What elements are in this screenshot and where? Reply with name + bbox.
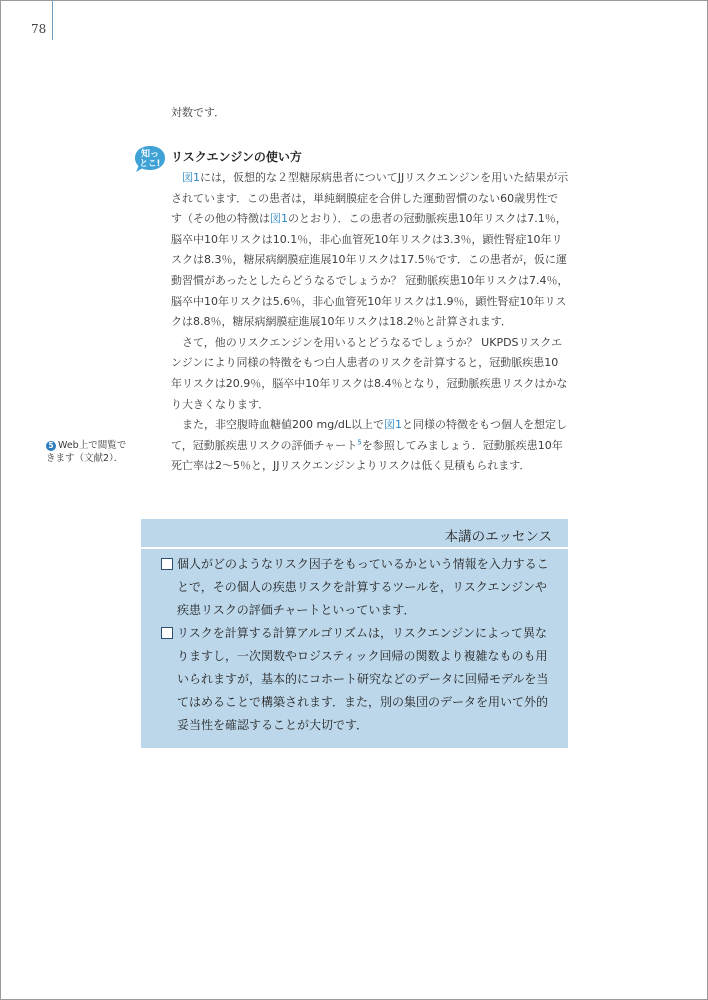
sidenote (46, 439, 130, 465)
badge-label-top: 知っ (140, 149, 160, 160)
continued-text: 対数です． (171, 106, 226, 119)
paragraph-text: さて，他のリスクエンジンを用いるとどうなるでしょうか？ UKPDSリスクエンジンにより同様の特徴をもつ白人患者のリスクを計算すると，冠動脈疾患10年リスクは20.9％，脳卒中10年リスクは8.4％となり，冠動脈疾患リスクはかなり大きくなります． (171, 335, 568, 411)
essence-item (161, 622, 556, 737)
essence-item-text: リスクを計算する計算アルゴリズムは，リスクエンジンによって異なりますし，一次関数やロジスティック回帰の関数より複雑なものも用いられますが，基本的にコホート研究などのデータに回帰モデルを当てはめることで構築されます．また，別の集団のデータを用いて外的妥当性を確認することが大切です． (177, 626, 549, 732)
checkbox-icon (161, 627, 173, 639)
section-paragraphs (171, 168, 569, 477)
body-paragraph (171, 168, 569, 333)
essence-item (161, 553, 556, 622)
note-marker-icon: 5 (46, 441, 56, 451)
figure-ref-link[interactable]: 図1 (270, 212, 288, 226)
continued-paragraph (171, 103, 569, 124)
paragraph-text: のとおり）．この患者の冠動脈疾患10年リスクは7.1％，脳卒中10年リスクは10.1％，非心血管死10年リスクは3.3％，顕性腎症10年リスクは8.3％，糖尿病網膜症進展10年リスクは17.5％です．この患者が，仮に運動習慣があったとしたらどうなるでしょうか？ 冠動脈疾患10年リスクは7.4％，脳卒中10年リスクは5.6％，非心血管死10年リスクは1.9％，顕性腎症10年リスクは8.8％，糖尿病網膜症進展10年リスクは18.2％と計算されます． (171, 212, 569, 329)
section-body (171, 147, 569, 477)
shittoko-badge-icon (134, 144, 166, 174)
body-paragraph (171, 415, 569, 477)
checkbox-icon (161, 558, 173, 570)
sidenote-text: Web上で閲覧できます（文献2）． (46, 440, 127, 464)
essence-item-text: 個人がどのようなリスク因子をもっているかという情報を入力することで，その個人の疾患リスクを計算するツールを，リスクエンジンや疾患リスクの評価チャートといっています． (177, 557, 549, 617)
body-paragraph (171, 333, 569, 415)
paragraph-text: には，仮想的な２型糖尿病患者についてJJリスクエンジンを用いた結果が示されています．この患者は，単純網膜症を合併した運動習慣のない60歳男性です（その他の特徴は (171, 171, 569, 226)
footnote-marker[interactable]: 5 (357, 438, 362, 447)
badge-label-bottom: とこ! (139, 159, 161, 169)
essence-box (141, 519, 568, 748)
figure-ref-link[interactable]: 図1 (182, 171, 200, 184)
page-number: 78 (31, 22, 47, 36)
essence-list (161, 553, 556, 737)
essence-title: 本講のエッセンス (444, 529, 552, 545)
essence-title-bar (141, 519, 568, 549)
section-heading: リスクエンジンの使い方 (171, 150, 302, 164)
paragraph-text: を参照してみましょう．冠動脈疾患10年死亡率は2〜5％と，JJリスクエンジンよりリスクは低く見積もられます． (171, 438, 563, 473)
paragraph-text: と同様の特徴をもつ個人を想定して，冠動脈疾患リスクの評価チャート (171, 418, 568, 452)
figure-ref-link[interactable]: 図1 (384, 418, 403, 432)
paragraph-text: また，非空腹時血糖値200 mg/dL以上で (182, 418, 385, 432)
header-rule (52, 0, 53, 40)
